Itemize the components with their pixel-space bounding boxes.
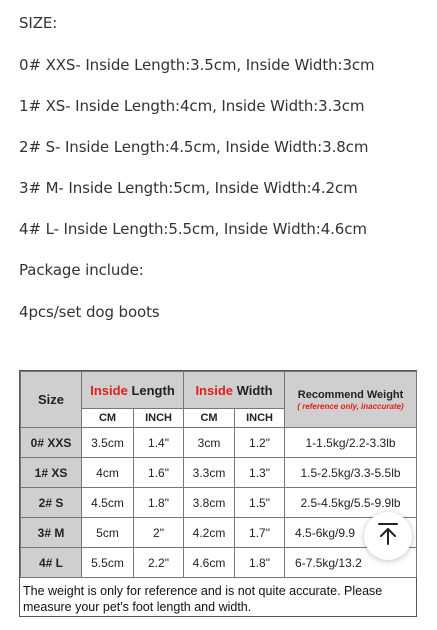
cell: 1.8" xyxy=(134,488,184,518)
cell: 3cm xyxy=(184,428,235,458)
scroll-to-top-button[interactable] xyxy=(364,512,412,560)
cell: 3.3cm xyxy=(184,458,235,488)
size-line-s: 2# S- Inside Length:4.5cm, Inside Width:3.8cm xyxy=(19,138,369,156)
size-line-xxs: 0# XXS- Inside Length:3.5cm, Inside Width:3cm xyxy=(19,56,375,74)
cell: 1.3" xyxy=(235,458,285,488)
size-chart-table xyxy=(20,371,417,578)
cell: 2" xyxy=(134,518,184,548)
cell-size: 4# L xyxy=(21,548,82,578)
chart-note: The weight is only for reference and is not quite accurate. Please measure your pet's foot length and width. xyxy=(23,584,383,614)
header-inside-width xyxy=(184,372,285,409)
size-heading: SIZE: xyxy=(19,14,58,32)
weight-title: Recommend Weight xyxy=(297,388,404,401)
table-row xyxy=(21,548,417,578)
cell: 1.7" xyxy=(235,518,285,548)
table-row xyxy=(21,488,417,518)
header-length-rest: Length xyxy=(127,382,175,398)
table-row xyxy=(21,518,417,548)
cell: 3.5cm xyxy=(82,428,134,458)
cell: 4cm xyxy=(82,458,134,488)
cell-size: 3# M xyxy=(21,518,82,548)
cell-weight: 1-1.5kg/2.2-3.3lb xyxy=(285,428,417,458)
cell-size: 2# S xyxy=(21,488,82,518)
cell: 2.2" xyxy=(134,548,184,578)
cell-weight: 4.5-6kg/9.9 xyxy=(285,518,417,548)
size-line-xs: 1# XS- Inside Length:4cm, Inside Width:3.3cm xyxy=(19,97,365,115)
cell: 3.8cm xyxy=(184,488,235,518)
cell: 4.2cm xyxy=(184,518,235,548)
header-inside-length xyxy=(82,372,184,409)
cell-size: 1# XS xyxy=(21,458,82,488)
cell-weight: 1.5-2.5kg/3.3-5.5lb xyxy=(285,458,417,488)
unit-cm: CM xyxy=(82,409,134,428)
weight-subtitle: ( reference only, inaccurate) xyxy=(297,401,404,411)
cell: 1.5" xyxy=(235,488,285,518)
table-row xyxy=(21,428,417,458)
header-recommend-weight xyxy=(285,372,417,428)
header-width-red: Inside xyxy=(195,382,234,398)
arrow-up-to-top-icon xyxy=(377,522,399,550)
cell: 5.5cm xyxy=(82,548,134,578)
table-row xyxy=(21,458,417,488)
header-length-red: Inside xyxy=(90,382,128,398)
unit-inch: INCH xyxy=(235,409,285,428)
unit-inch: INCH xyxy=(134,409,184,428)
header-width-rest: Width xyxy=(233,382,273,398)
header-size: Size xyxy=(21,372,82,428)
cell-weight: 2.5-4.5kg/5.5-9.9lb xyxy=(285,488,417,518)
cell: 1.8" xyxy=(235,548,285,578)
package-heading: Package include: xyxy=(19,261,144,279)
cell: 1.4" xyxy=(134,428,184,458)
cell: 1.6" xyxy=(134,458,184,488)
cell: 1.2" xyxy=(235,428,285,458)
package-contents: 4pcs/set dog boots xyxy=(19,303,160,321)
size-line-l: 4# L- Inside Length:5.5cm, Inside Width:4.6cm xyxy=(19,220,367,238)
size-chart-image xyxy=(19,370,417,617)
cell: 5cm xyxy=(82,518,134,548)
cell: 4.6cm xyxy=(184,548,235,578)
unit-cm: CM xyxy=(184,409,235,428)
size-line-m: 3# M- Inside Length:5cm, Inside Width:4.2cm xyxy=(19,179,358,197)
cell-size: 0# XXS xyxy=(21,428,82,458)
cell: 4.5cm xyxy=(82,488,134,518)
cell-weight: 6-7.5kg/13.2 xyxy=(285,548,417,578)
